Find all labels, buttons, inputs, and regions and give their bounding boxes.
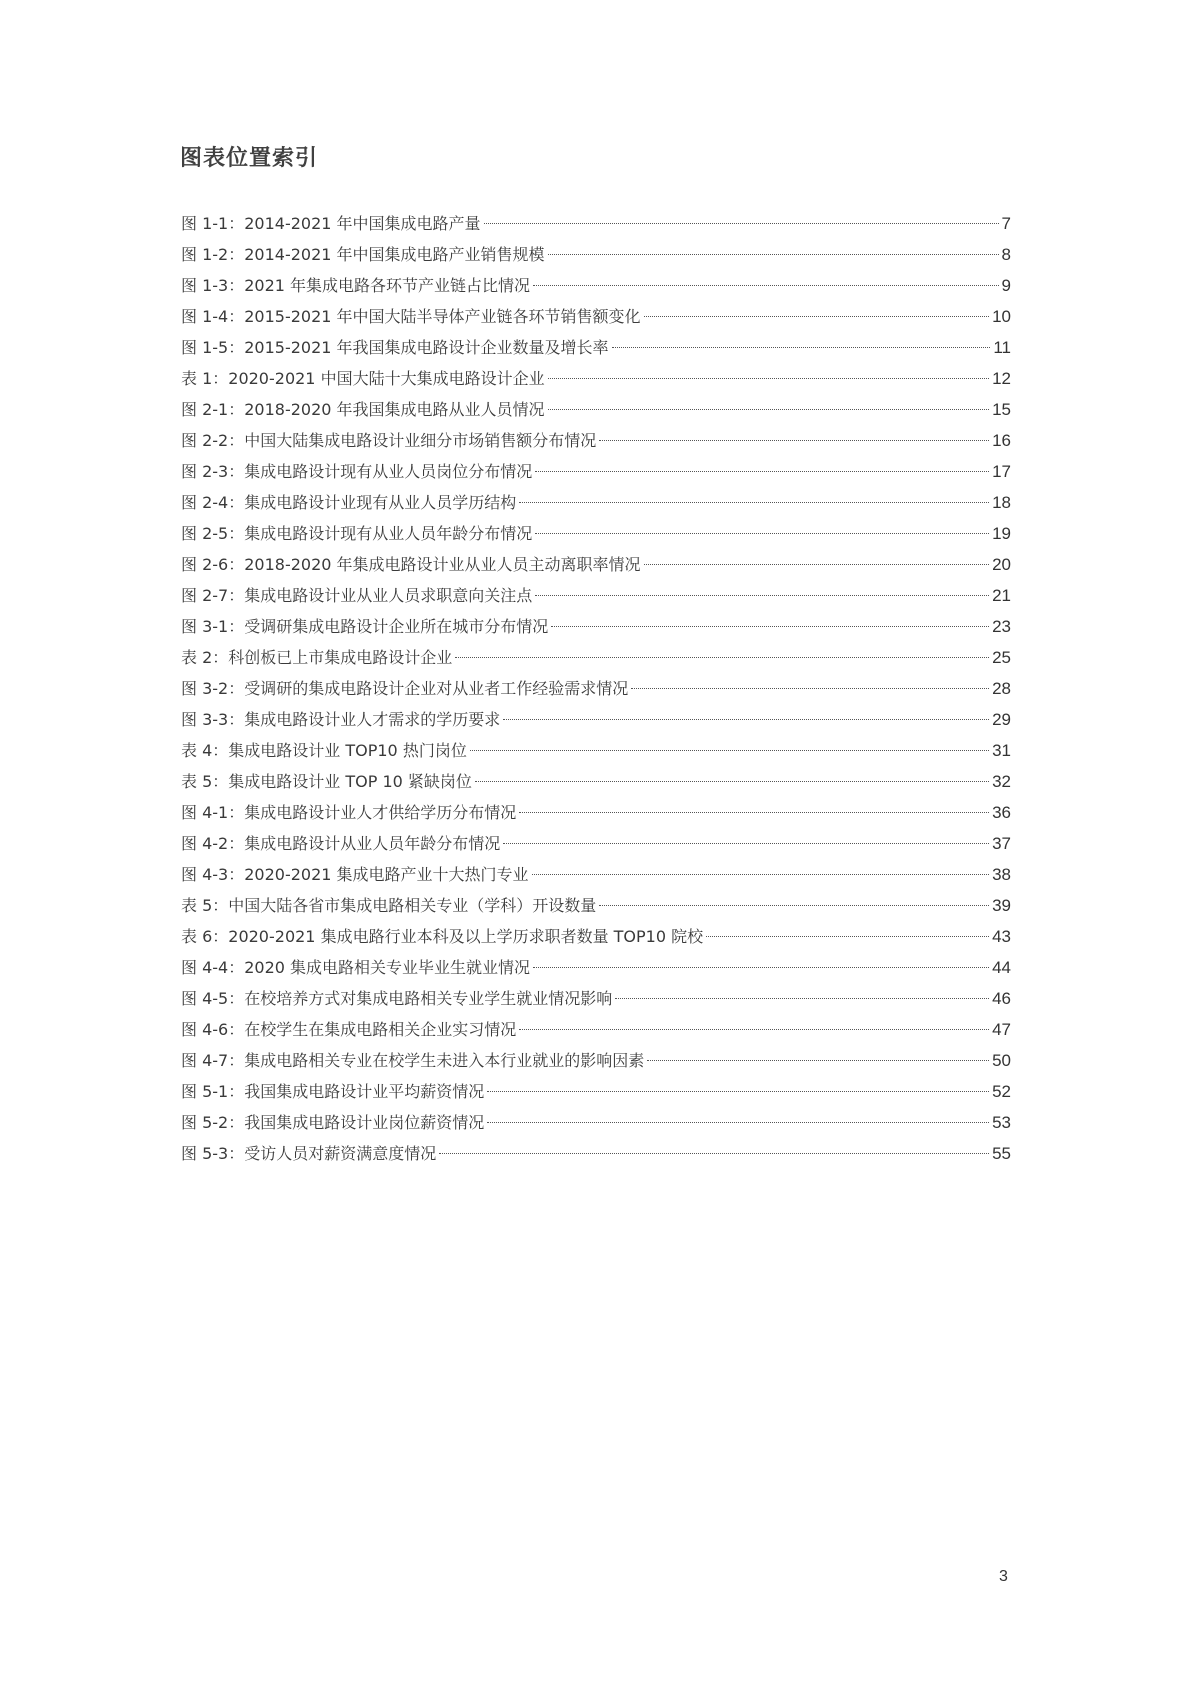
toc-dot-leader: [487, 1091, 989, 1092]
toc-dot-leader: [599, 905, 989, 906]
toc-dot-leader: [503, 719, 989, 720]
toc-dot-leader: [532, 874, 990, 875]
toc-entry-page: 17: [992, 462, 1011, 481]
toc-entry[interactable]: [181, 580, 1011, 611]
toc-entry[interactable]: [181, 1107, 1011, 1138]
toc-dot-leader: [647, 1060, 989, 1061]
toc-dot-leader: [455, 657, 989, 658]
toc-entry[interactable]: [181, 890, 1011, 921]
toc-entry-label: 图 3-1：受调研集成电路设计企业所在城市分布情况: [181, 617, 549, 636]
toc-entry-page: 9: [1001, 276, 1011, 295]
toc-entry[interactable]: [181, 735, 1011, 766]
toc-entry[interactable]: [181, 921, 1011, 952]
toc-entry[interactable]: [181, 301, 1011, 332]
toc-dot-leader: [615, 998, 989, 999]
toc-entry[interactable]: [181, 270, 1011, 301]
toc-entry-label: 图 4-4：2020 集成电路相关专业毕业生就业情况: [181, 958, 531, 977]
toc-entry-label: 表 2：科创板已上市集成电路设计企业: [181, 648, 453, 667]
toc-entry-label: 图 2-3：集成电路设计现有从业人员岗位分布情况: [181, 462, 533, 481]
toc-entry[interactable]: [181, 487, 1011, 518]
toc-entry-page: 7: [1001, 214, 1011, 233]
toc-entry[interactable]: [181, 611, 1011, 642]
toc-entry[interactable]: [181, 797, 1011, 828]
toc-entry-label: 图 4-2：集成电路设计从业人员年龄分布情况: [181, 834, 501, 853]
toc-dot-leader: [439, 1153, 989, 1154]
toc-entry[interactable]: [181, 239, 1011, 270]
toc-entry-page: 46: [992, 989, 1011, 1008]
toc-dot-leader: [519, 1029, 989, 1030]
page-number: 3: [999, 1568, 1008, 1585]
toc-entry-label: 图 4-3：2020-2021 集成电路产业十大热门专业: [181, 865, 529, 884]
toc-entry[interactable]: [181, 828, 1011, 859]
toc-entry-label: 图 1-3：2021 年集成电路各环节产业链占比情况: [181, 276, 531, 295]
toc-dot-leader: [535, 471, 989, 472]
toc-entry-page: 47: [992, 1020, 1011, 1039]
toc-entry-label: 图 5-1：我国集成电路设计业平均薪资情况: [181, 1082, 485, 1101]
toc-dot-leader: [548, 409, 990, 410]
toc-entry-label: 图 1-5：2015-2021 年我国集成电路设计企业数量及增长率: [181, 338, 609, 357]
toc-entry-page: 8: [1001, 245, 1011, 264]
toc-entry-label: 表 4：集成电路设计业 TOP10 热门岗位: [181, 741, 467, 760]
toc-entry[interactable]: [181, 1045, 1011, 1076]
toc-entry[interactable]: [181, 766, 1011, 797]
toc-entry-label: 图 2-5：集成电路设计现有从业人员年龄分布情况: [181, 524, 533, 543]
toc-dot-leader: [487, 1122, 989, 1123]
toc-entry-label: 图 1-2：2014-2021 年中国集成电路产业销售规模: [181, 245, 545, 264]
toc-list: [181, 208, 1011, 1169]
toc-entry-label: 图 5-2：我国集成电路设计业岗位薪资情况: [181, 1113, 485, 1132]
toc-entry-page: 12: [992, 369, 1011, 388]
toc-entry-page: 29: [992, 710, 1011, 729]
toc-entry-label: 图 1-4：2015-2021 年中国大陆半导体产业链各环节销售额变化: [181, 307, 641, 326]
toc-entry-label: 图 3-3：集成电路设计业人才需求的学历要求: [181, 710, 501, 729]
toc-dot-leader: [535, 533, 989, 534]
toc-entry-label: 表 5：集成电路设计业 TOP 10 紧缺岗位: [181, 772, 472, 791]
toc-entry-label: 表 1：2020-2021 中国大陆十大集成电路设计企业: [181, 369, 545, 388]
toc-entry-label: 图 2-6：2018-2020 年集成电路设计业从业人员主动离职率情况: [181, 555, 641, 574]
toc-entry-page: 10: [992, 307, 1011, 326]
toc-entry-page: 36: [992, 803, 1011, 822]
toc-dot-leader: [551, 626, 989, 627]
toc-entry-page: 20: [992, 555, 1011, 574]
page-title: 图表位置索引: [180, 146, 319, 171]
toc-entry-label: 图 5-3：受访人员对薪资满意度情况: [181, 1144, 437, 1163]
toc-entry-label: 图 4-6：在校学生在集成电路相关企业实习情况: [181, 1020, 517, 1039]
toc-entry[interactable]: [181, 425, 1011, 456]
toc-entry-page: 21: [992, 586, 1011, 605]
toc-entry-label: 图 2-1：2018-2020 年我国集成电路从业人员情况: [181, 400, 545, 419]
toc-entry-page: 55: [992, 1144, 1011, 1163]
toc-entry[interactable]: [181, 704, 1011, 735]
toc-entry[interactable]: [181, 983, 1011, 1014]
toc-entry-page: 43: [992, 927, 1011, 946]
toc-dot-leader: [533, 967, 989, 968]
toc-entry-label: 图 4-1：集成电路设计业人才供给学历分布情况: [181, 803, 517, 822]
toc-entry-label: 表 6：2020-2021 集成电路行业本科及以上学历求职者数量 TOP10 院校: [181, 927, 704, 946]
toc-entry-page: 39: [992, 896, 1011, 915]
toc-entry-page: 28: [992, 679, 1011, 698]
toc-dot-leader: [644, 316, 990, 317]
toc-entry-label: 图 2-7：集成电路设计业从业人员求职意向关注点: [181, 586, 533, 605]
toc-entry-page: 38: [992, 865, 1011, 884]
toc-dot-leader: [548, 254, 999, 255]
toc-entry-page: 19: [992, 524, 1011, 543]
toc-dot-leader: [599, 440, 989, 441]
toc-entry-label: 图 3-2：受调研的集成电路设计企业对从业者工作经验需求情况: [181, 679, 629, 698]
toc-entry-page: 15: [992, 400, 1011, 419]
toc-entry[interactable]: [181, 208, 1011, 239]
toc-entry-label: 图 1-1：2014-2021 年中国集成电路产量: [181, 214, 481, 233]
toc-entry-page: 31: [992, 741, 1011, 760]
toc-entry[interactable]: [181, 518, 1011, 549]
toc-dot-leader: [644, 564, 990, 565]
toc-entry[interactable]: [181, 1076, 1011, 1107]
toc-entry-page: 18: [992, 493, 1011, 512]
toc-entry-page: 25: [992, 648, 1011, 667]
toc-dot-leader: [484, 223, 999, 224]
toc-entry-page: 44: [992, 958, 1011, 977]
toc-entry-page: 52: [992, 1082, 1011, 1101]
toc-dot-leader: [470, 750, 989, 751]
toc-entry[interactable]: [181, 673, 1011, 704]
toc-dot-leader: [503, 843, 989, 844]
toc-dot-leader: [519, 502, 989, 503]
toc-entry-label: 图 2-2：中国大陆集成电路设计业细分市场销售额分布情况: [181, 431, 597, 450]
toc-dot-leader: [548, 378, 990, 379]
toc-entry[interactable]: [181, 642, 1011, 673]
toc-entry[interactable]: [181, 456, 1011, 487]
toc-dot-leader: [706, 936, 989, 937]
toc-dot-leader: [612, 347, 991, 348]
toc-entry[interactable]: [181, 859, 1011, 890]
toc-entry[interactable]: [181, 1138, 1011, 1169]
toc-entry-page: 32: [992, 772, 1011, 791]
toc-entry-label: 图 2-4：集成电路设计业现有从业人员学历结构: [181, 493, 517, 512]
toc-entry[interactable]: [181, 549, 1011, 580]
toc-entry[interactable]: [181, 394, 1011, 425]
toc-dot-leader: [519, 812, 989, 813]
toc-entry-page: 23: [992, 617, 1011, 636]
toc-entry-page: 53: [992, 1113, 1011, 1132]
toc-entry-page: 11: [993, 338, 1011, 357]
toc-dot-leader: [631, 688, 989, 689]
toc-entry-page: 50: [992, 1051, 1011, 1070]
toc-entry-label: 表 5：中国大陆各省市集成电路相关专业（学科）开设数量: [181, 896, 597, 915]
toc-dot-leader: [535, 595, 989, 596]
toc-entry-label: 图 4-5：在校培养方式对集成电路相关专业学生就业情况影响: [181, 989, 613, 1008]
toc-entry[interactable]: [181, 1014, 1011, 1045]
toc-entry-page: 16: [992, 431, 1011, 450]
toc-entry[interactable]: [181, 332, 1011, 363]
toc-entry-label: 图 4-7：集成电路相关专业在校学生未进入本行业就业的影响因素: [181, 1051, 645, 1070]
toc-dot-leader: [475, 781, 989, 782]
toc-entry[interactable]: [181, 952, 1011, 983]
toc-dot-leader: [533, 285, 999, 286]
toc-entry[interactable]: [181, 363, 1011, 394]
toc-entry-page: 37: [992, 834, 1011, 853]
